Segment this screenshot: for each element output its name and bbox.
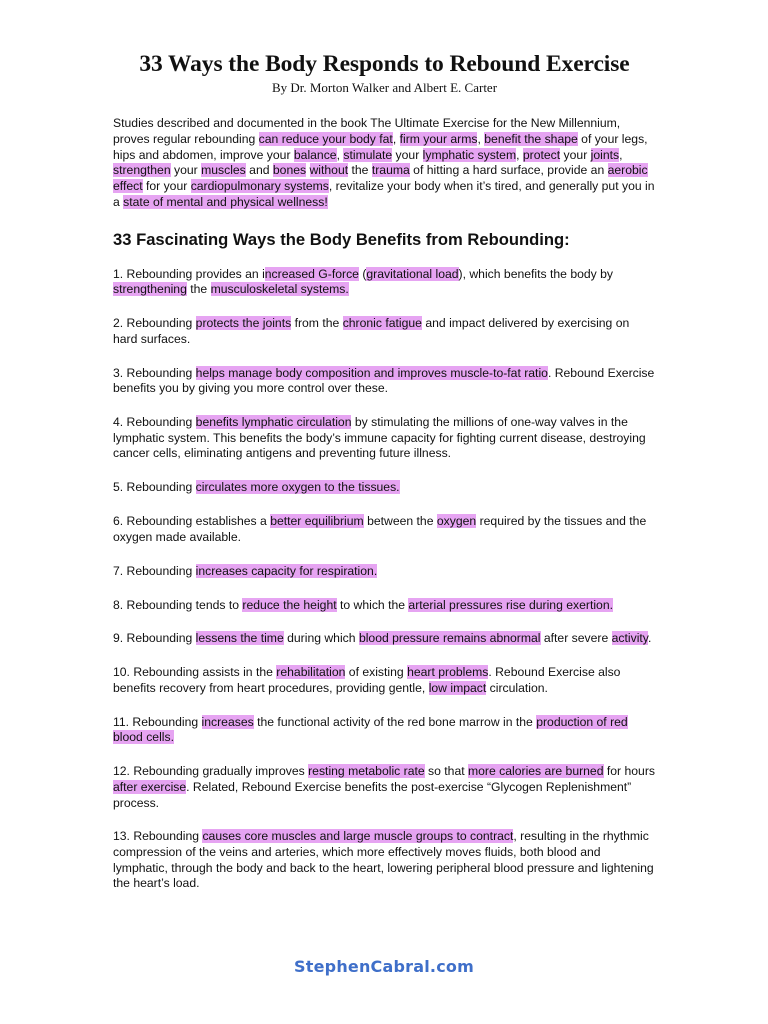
text-run: , resulting in the rhythmic compression of the veins and arteries, which more effectively moves fluids, both blood and lymphatic, through the body and back to the heart, lowering peripheral blood pressure and lightening the heart’s load. [113, 829, 654, 891]
benefit-item [113, 665, 656, 696]
highlighted-text: strengthen [113, 163, 171, 178]
text-run: 2. Rebounding [113, 316, 196, 331]
document-title: 33 Ways the Body Responds to Rebound Exercise [139, 51, 630, 77]
text-run: so that [424, 764, 468, 779]
text-run: your [170, 163, 202, 178]
text-run: for your [142, 179, 191, 194]
highlighted-text: balance [293, 147, 337, 162]
text-run: Studies described and documented in the book The Ultimate Exercise for the New Millennium, proves regular rebounding [113, 116, 621, 146]
text-run: , revitalize your body when it’s tired, and generally put you in a [113, 179, 655, 209]
highlighted-text: protect [522, 147, 561, 162]
highlighted-text: can reduce your body fat [258, 131, 393, 146]
text-run: circulation. [486, 680, 548, 695]
highlighted-text: stimulate [343, 147, 393, 162]
highlighted-text: increases capacity for respiration. [195, 563, 378, 578]
text-run: of your legs, hips and abdomen, improve your [113, 131, 648, 162]
highlighted-text: after exercise [113, 779, 187, 794]
text-run: 11. Rebounding [113, 714, 202, 729]
text-run [306, 163, 309, 177]
text-run: . Rebound Exercise also benefits recovery from heart procedures, providing gentle, [113, 665, 621, 695]
text-run: 8. Rebounding tends to [113, 597, 243, 612]
text-run: and [245, 163, 273, 178]
benefit-item [113, 715, 656, 746]
highlighted-text: lymphatic system [422, 147, 517, 162]
text-run: to which the [336, 597, 409, 612]
highlighted-text: benefit the shape [484, 131, 578, 146]
text-run: 5. Rebounding [113, 480, 196, 495]
text-run: the functional activity of the red bone marrow in the [253, 714, 537, 729]
highlighted-text: arterial pressures rise during exertion. [408, 597, 613, 612]
highlighted-text: activity [611, 631, 648, 646]
text-run: , [477, 131, 485, 146]
text-run: 9. Rebounding [113, 631, 196, 646]
benefit-item [113, 564, 656, 580]
highlighted-text: low impact [428, 680, 487, 695]
text-run: and impact delivered by exercising on hard surfaces. [113, 316, 630, 346]
highlighted-text: musculoskeletal systems. [210, 282, 349, 297]
text-run: 12. Rebounding gradually improves [113, 764, 309, 779]
highlighted-text: oxygen [436, 514, 477, 529]
text-run: 4. Rebounding [113, 415, 196, 430]
highlighted-text: reduce the height [242, 597, 337, 612]
benefit-item [113, 366, 656, 397]
benefit-item [113, 764, 656, 811]
text-run: for hours [603, 764, 655, 779]
highlighted-text: trauma [371, 163, 410, 178]
benefit-item [113, 415, 656, 462]
text-run: . Related, Rebound Exercise benefits the post-exercise “Glycogen Replenishment” process. [113, 779, 632, 810]
text-run: , [392, 131, 400, 146]
benefit-item [113, 514, 656, 545]
highlighted-text: without [309, 163, 349, 178]
text-run: . [647, 631, 652, 646]
benefit-item [113, 598, 656, 614]
text-run: 7. Rebounding [113, 563, 196, 578]
text-run: the [186, 282, 211, 297]
highlighted-text: better equilibrium [270, 514, 364, 529]
highlighted-text: lessens the time [195, 631, 284, 646]
text-run: 10. Rebounding assists in the [113, 665, 277, 680]
highlighted-text: ncreased G-force [264, 266, 359, 281]
highlighted-text: circulates more oxygen to the tissues. [195, 480, 400, 495]
text-run: 1. Rebounding provides an i [113, 266, 265, 281]
benefit-list [113, 267, 656, 892]
highlighted-text: protects the joints [195, 316, 292, 331]
benefit-item [113, 631, 656, 647]
benefit-item [113, 480, 656, 496]
highlighted-text: chronic fatigue [342, 316, 422, 331]
highlighted-text: state of mental and physical wellness! [123, 194, 328, 209]
text-run: during which [283, 631, 359, 646]
highlighted-text: aerobic effect [113, 163, 648, 194]
text-run: ( [358, 266, 367, 281]
text-run: of hitting a hard surface, provide an [409, 163, 608, 178]
text-run: from the [291, 316, 343, 331]
highlighted-text: rehabilitation [276, 665, 346, 680]
text-run: between the [363, 514, 437, 529]
highlighted-text: causes core muscles and large muscle groups to contract [202, 829, 514, 844]
benefit-item [113, 267, 656, 298]
text-run: 3. Rebounding [113, 365, 196, 380]
text-run: your [560, 147, 591, 162]
highlighted-text: joints [590, 147, 620, 162]
footer-site-link[interactable]: StephenCabral.com [294, 957, 474, 976]
text-run: ), which benefits the body by [458, 266, 614, 281]
highlighted-text: gravitational load [366, 266, 459, 281]
text-run: 6. Rebounding establishes a [113, 514, 271, 529]
intro-paragraph [113, 116, 656, 211]
byline: By Dr. Morton Walker and Albert E. Carter [271, 80, 498, 95]
highlighted-text: bones [272, 163, 307, 178]
text-run: , [516, 147, 523, 162]
highlighted-text: more calories are burned [468, 764, 604, 779]
highlighted-text: heart problems [407, 665, 489, 680]
highlighted-text: muscles [201, 163, 246, 178]
highlighted-text: strengthening [113, 282, 187, 297]
text-run: , [619, 147, 623, 162]
benefit-item [113, 316, 656, 347]
highlighted-text: cardiopulmonary systems [190, 179, 329, 194]
text-run: 13. Rebounding [113, 829, 203, 844]
text-run: your [392, 147, 423, 162]
text-run: by stimulating the millions of one-way valves in the lymphatic system. This benefits the body’s immune capacity for fighting current disease, destroying cancer cells, eliminating antigens and preventing future illness. [113, 415, 646, 461]
text-run: , [336, 147, 344, 162]
highlighted-text: increases [201, 714, 254, 729]
text-run: of existing [345, 665, 408, 680]
text-run: required by the tissues and the oxygen made available. [113, 514, 647, 544]
highlighted-text: helps manage body composition and improves muscle-to-fat ratio [195, 365, 548, 380]
benefit-item [113, 829, 656, 891]
section-heading: 33 Fascinating Ways the Body Benefits from Rebounding: [113, 229, 570, 249]
highlighted-text: resting metabolic rate [308, 764, 425, 779]
text-run: the [348, 163, 372, 178]
highlighted-text: blood pressure remains abnormal [358, 631, 541, 646]
text-run: . Rebound Exercise benefits you by giving you more control over these. [113, 365, 655, 396]
text-run: after severe [540, 631, 612, 646]
highlighted-text: firm your arms [399, 131, 478, 146]
highlighted-text: benefits lymphatic circulation [195, 415, 352, 430]
highlighted-text: production of red blood cells. [113, 714, 628, 745]
